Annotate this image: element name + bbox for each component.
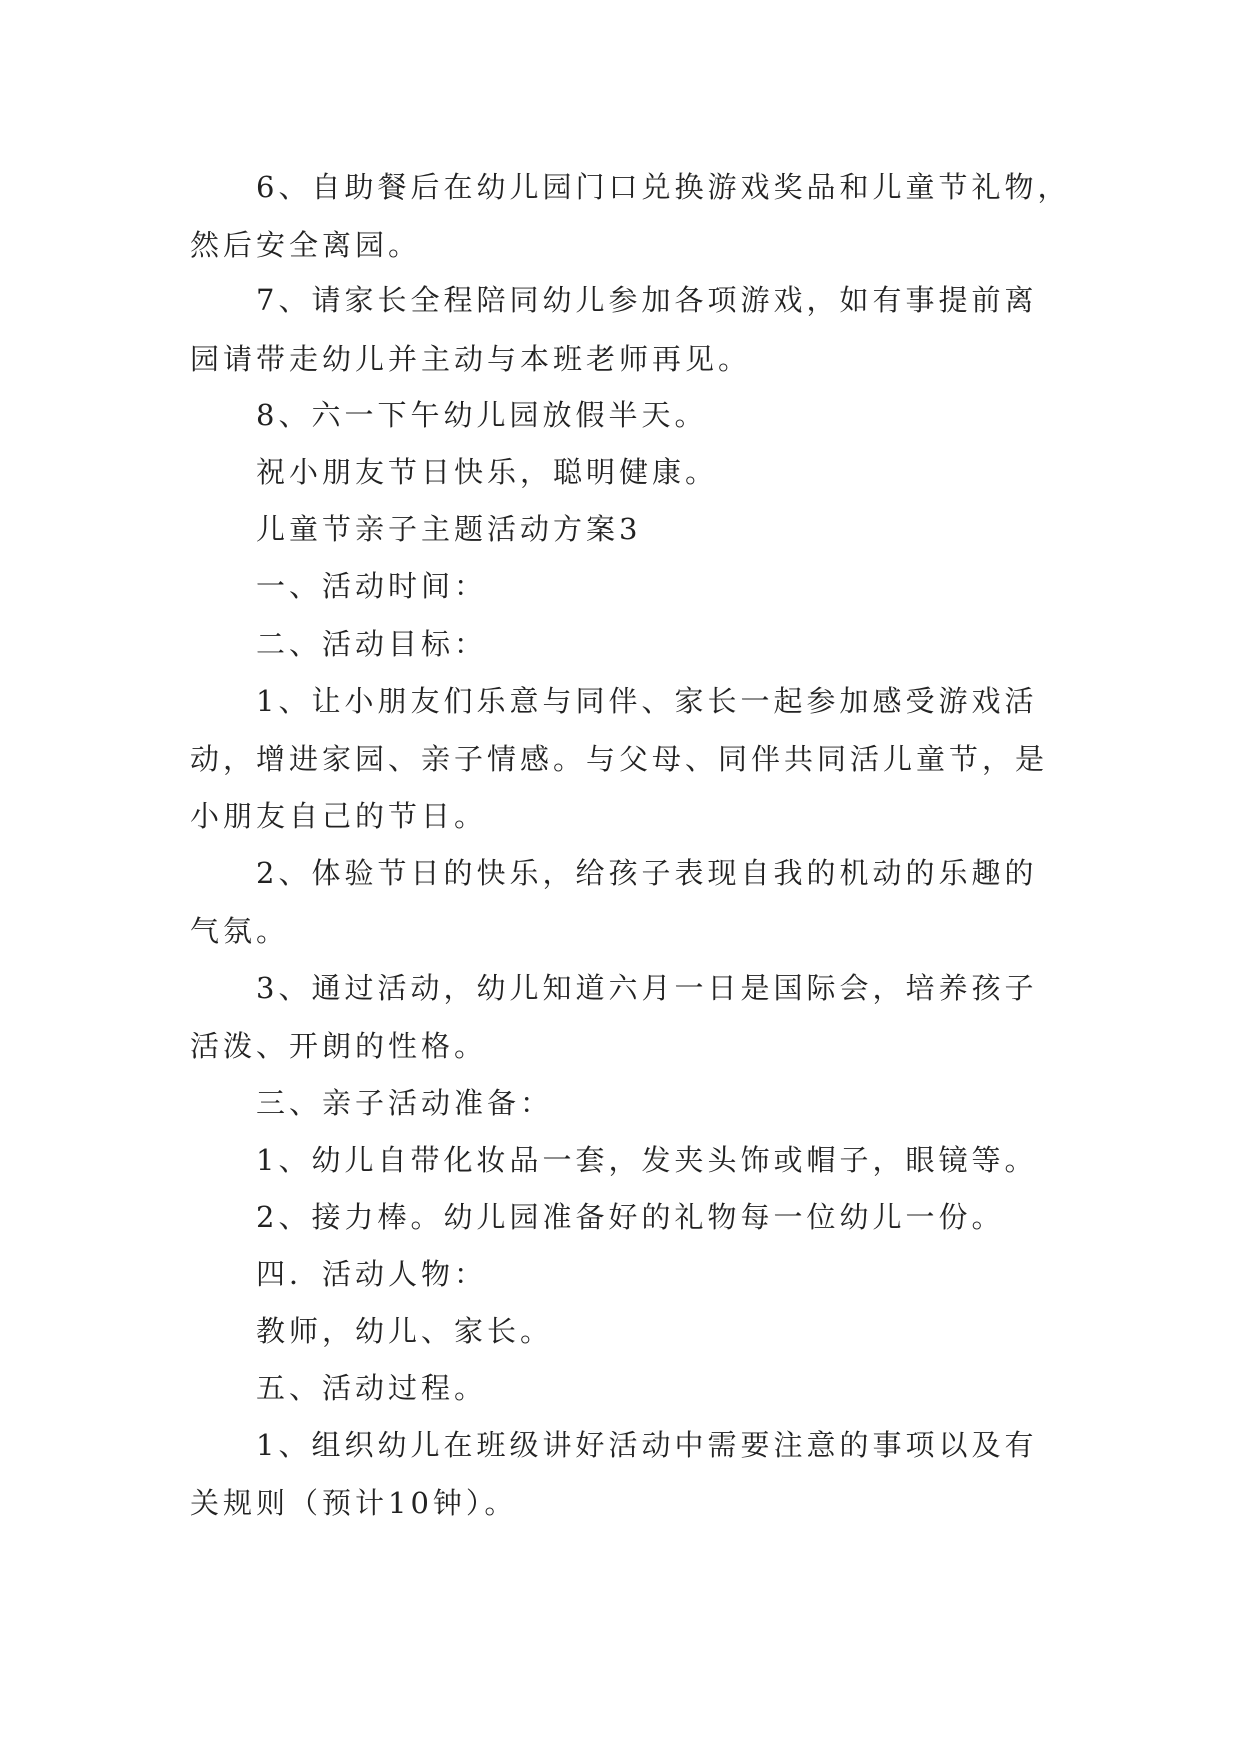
text-line: 四．活动人物：	[256, 1257, 488, 1291]
text-line: 一、活动时间：	[256, 569, 488, 603]
section-title: 儿童节亲子主题活动方案3	[256, 512, 642, 546]
text-line: 教师，幼儿、家长。	[256, 1314, 554, 1348]
text-line: 然后安全离园。	[190, 228, 422, 262]
text-line: 小朋友自己的节日。	[190, 799, 488, 833]
text-line: 气氛。	[190, 914, 290, 948]
text-line: 3、通过活动，幼儿知道六月一日是国际会，培养孩子	[256, 971, 1038, 1005]
text-line: 1、幼儿自带化妆品一套，发夹头饰或帽子，眼镜等。	[256, 1143, 1038, 1177]
text-line: 园请带走幼儿并主动与本班老师再见。	[190, 342, 752, 376]
text-line: 7、请家长全程陪同幼儿参加各项游戏，如有事提前离	[256, 283, 1038, 317]
text-line: 关规则（预计10钟）。	[190, 1486, 518, 1520]
text-line: 8、六一下午幼儿园放假半天。	[256, 398, 708, 432]
text-line: 活泼、开朗的性格。	[190, 1029, 488, 1063]
text-line: 1、让小朋友们乐意与同伴、家长一起参加感受游戏活	[256, 684, 1038, 718]
text-line: 三、亲子活动准备：	[256, 1086, 554, 1120]
text-line: 动，增进家园、亲子情感。与父母、同伴共同活儿童节，是	[190, 742, 1049, 776]
text-line: 2、体验节日的快乐，给孩子表现自我的机动的乐趣的	[256, 856, 1038, 890]
text-line: 二、活动目标：	[256, 627, 488, 661]
text-line: 祝小朋友节日快乐，聪明健康。	[256, 455, 719, 489]
text-line: 1、组织幼儿在班级讲好活动中需要注意的事项以及有	[256, 1428, 1038, 1462]
text-line: 6、自助餐后在幼儿园门口兑换游戏奖品和儿童节礼物，	[256, 170, 1071, 204]
text-line: 五、活动过程。	[256, 1371, 488, 1405]
text-line: 2、接力棒。幼儿园准备好的礼物每一位幼儿一份。	[256, 1200, 1005, 1234]
